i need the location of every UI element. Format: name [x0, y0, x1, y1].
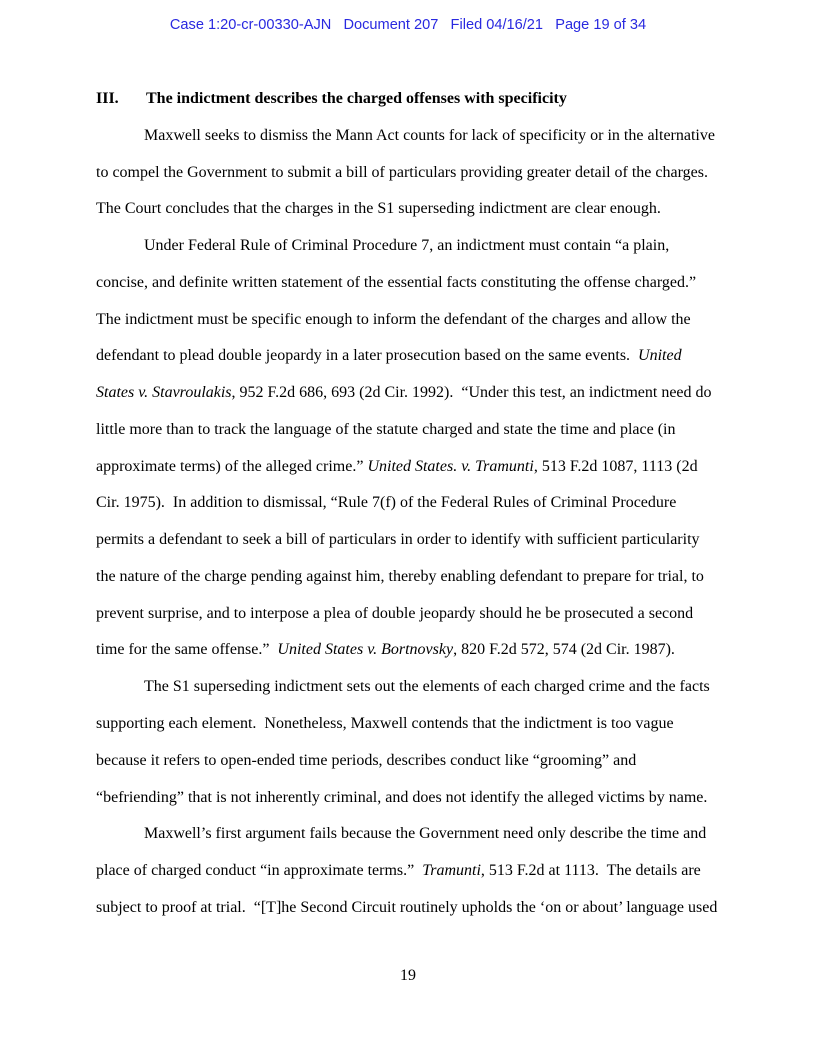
text-run: The S1 superseding indictment sets out the elements of each charged crime and the facts supporting each element. Nonetheless, Maxwell contends that the indictment is too vague because it refers to open-ended time periods, describes conduct like “grooming” and “befriending” that is not inherently criminal, and does not identify the alleged victims by name. [96, 678, 714, 806]
paragraph [96, 816, 720, 926]
paragraph [96, 228, 720, 669]
text-run: , 820 F.2d 572, 574 (2d Cir. 1987). [453, 641, 675, 659]
text-run: , 952 F.2d 686, 693 (2d Cir. 1992). “Under this test, an indictment need do little more than to track the language of the statute charged and state the time and place (in approximate terms) of the alleged crime.” [96, 384, 716, 475]
paragraph [96, 118, 720, 228]
paragraph [96, 669, 720, 816]
text-run: , 513 F.2d at 1113. The details are subject to proof at trial. “[T]he Second Circuit routinely upholds the ‘on or about’ language used [96, 862, 718, 916]
section-heading [96, 81, 720, 118]
case-citation: United States v. Bortnovsky [277, 641, 454, 659]
page-number: 19 [400, 967, 416, 984]
case-stamp: Case 1:20-cr-00330-AJN Document 207 Filed 04/16/21 Page 19 of 34 [169, 17, 647, 33]
section-number: III. [96, 90, 119, 107]
section-title: The indictment describes the charged offenses with specificity [146, 90, 567, 107]
text-run: Maxwell seeks to dismiss the Mann Act counts for lack of specificity or in the alternative to compel the Government to submit a bill of particulars providing greater detail of the charges. The Court concludes that the charges in the S1 superseding indictment are clear enough. [96, 126, 719, 218]
document-body [96, 81, 720, 927]
text-run: , 513 F.2d 1087, 1113 (2d Cir. 1975). In addition to dismissal, “Rule 7(f) of the Federal Rules of Criminal Procedure permits a defendant to seek a bill of particulars in order to identify with sufficient particularity the nature of the charge pending against him, thereby enabling defendant to prepare for trial, to prevent surprise, and to interpose a plea of double jeopardy should he be prosecuted a second time for the same offense.” [96, 457, 708, 659]
text-run: Under Federal Rule of Criminal Procedure 7, an indictment must contain “a plain, concise, and definite written statement of the essential facts constituting the offense charged.” The indictment must be specific enough to inform the defendant of the charges and allow the defendant to plead double jeopardy in a later prosecution based on the same events. [96, 237, 704, 365]
case-citation: Tramunti [422, 862, 481, 880]
text-run: Maxwell’s first argument fails because the Government need only describe the time and place of charged conduct “in approximate terms.” [96, 825, 711, 880]
case-citation: United States. v. Tramunti [367, 457, 534, 475]
paragraphs-container [96, 118, 720, 927]
case-citation: United States v. Stavroulakis [96, 347, 686, 402]
